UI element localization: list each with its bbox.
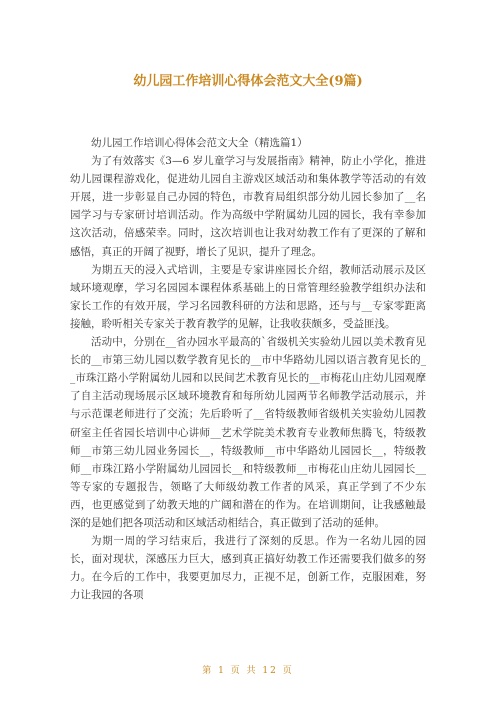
paragraph: 为了有效落实《3—6 岁儿童学习与发展指南》精神，防止小学化，推进幼儿园课程游戏化，促进幼儿园自主游戏区域活动和集体教学等活动的有效开展，进一步彰显自己办园的特色，市教育局组织部分幼儿园长参加了__名园学习与专家研讨培训活动。作为高级中学附属幼儿园的园长，我有幸参加这次活动，倍感荣幸。同时，这次培训也让我对幼教工作有了更深的了解和感悟，真正的开阔了视野，增长了见识，提升了理念。	[70, 155, 426, 258]
paragraph: 活动中，分别在__省办园水平最高的`省级机关实验幼儿园以美术教育见长的__市第三幼儿园以数学教育见长的__市中华路幼儿园以语言教育见长的__市珠江路小学附属幼儿园和以民间艺术教育见长的__市梅花山庄幼儿园观摩了自主活动现场展示区域环境教育和每所幼儿园两节名师教学活动展示，并与示范课老师进行了交流；先后聆听了__省特级教师省级机关实验幼儿园教研室主任省园长培训中心讲师__艺术学院美术教育专业教师焦腾飞，特级教师__市第三幼儿园业务园长__，特级教师__市中华路幼儿园园长__，特级教师__市珠江路小学附属幼儿园园长__和特级教师__市梅花山庄幼儿园园长__等专家的专题报告，领略了大师级幼教工作者的风采，真正学到了不少东西，也更感觉到了幼教天地的广阔和潜在的作为。在培训期间，让我感触最深的是她们把各项活动和区域活动相结合，真正做到了活动的延伸。	[70, 336, 426, 529]
paragraph-heading: 幼儿园工作培训心得体会范文大全（精选篇1）	[91, 137, 308, 149]
paragraph: 为期一周的学习结束后，我进行了深刻的反思。作为一名幼儿园的园长，面对现状，深感压力巨大，感到真正搞好幼教工作还需要我们做多的努力。在今后的工作中，我要更加尽力，正视不足，创新工作，克服困难，努力让我园的各项	[70, 535, 426, 602]
page-footer: 第 1 页 共 12 页	[202, 666, 294, 676]
document-title: 幼儿园工作培训心得体会范文大全(9篇)	[133, 74, 363, 89]
paragraph: 为期五天的浸入式培训，主要是专家讲座园长介绍，教师活动展示及区域环境观摩，学习名园园本课程体系基础上的日常管理经验教学组织办法和家长工作的有效开展，学习名园教科研的方法和思路，还与与__专家零距离接触，聆听相关专家关于教育教学的见解，让我收获颇多，受益匪浅。	[70, 263, 426, 330]
document-body	[70, 134, 426, 604]
